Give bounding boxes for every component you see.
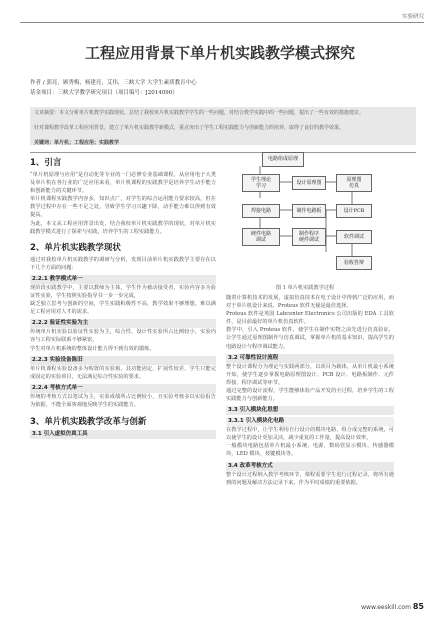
para-2-2-1-b: 缺乏独立思考与创新的空间，学生实践积极性不高，教学效果不够理想，难以满足工程应用对人才的需求。 <box>30 301 216 316</box>
flow-box-schematic: 设计原理图 <box>292 176 326 190</box>
left-column <box>30 156 216 439</box>
abstract-line-2: 针对课程教学改革工程应用背景，建立了单片机实践教学新模式，重点突出了学生工程实践能力与创新能力的培养，取得了良好的教学效果。 <box>34 125 345 131</box>
flowchart-figure <box>226 152 384 272</box>
abstract-line-1: 文章摘要：本文分析单片机教学实践现状，总结了我校单片机实践教学学生的一些问题，对结合教学实践中的一些问题，提出了一些有效的措施建议。 <box>34 110 365 116</box>
flow-box-theory: 学生理论 学习 <box>242 174 280 192</box>
heading-2-2-2: 2.2.2 验证性实验为主 <box>30 319 216 328</box>
flow-box-acceptance: 验收答辩 <box>336 256 372 270</box>
page-number: 85 <box>412 602 424 611</box>
keywords-line: 关键词：单片机；工程应用；实践教学 <box>34 140 120 146</box>
para-3-3-1-a: 在教学过程中，让学生利用自行设计的模块电路，组合成完整的系统，可以使学生的设计更加灵活，减少重复的工作量，提高设计效率。 <box>226 427 394 442</box>
section-label: 实验研究 <box>401 14 424 20</box>
sim-para-1: 随着计算机技术的发展，虚拟仿真技术在电子设计中得到广泛的应用，而对于单片机设计来说，Proteus 软件无疑是最佳选择。 <box>226 295 394 310</box>
heading-2-2-3: 2.2.3 实验设备陈旧 <box>30 356 216 365</box>
status-intro: 通过对我校单片机实践教学的调研与分析，发现目前单片机实践教学主要存在以下几个方面的问题： <box>30 256 216 271</box>
flow-box-pcb-make: 制作电路板 <box>292 204 326 218</box>
heading-3-3-1: 3.3.1 引入模块化电路 <box>226 417 394 426</box>
intro-para-2: 单片机课程实践教学内容多，知识点广，对学生的综合运用能力要求较高，但在教学过程中存在一些不足之处，导致学生学习兴趣下降，动手能力难以得到有效提高。 <box>30 196 216 219</box>
page-footer <box>361 602 424 611</box>
para-2-2-4: 传统的考核方式以笔试为主，实验成绩所占比例较小，且实验考核多以实验报告为依据，不能全面客观地反映学生的实践能力。 <box>30 393 216 408</box>
flow-box-sw-debug: 软件调试 <box>336 230 372 244</box>
para-2-2-1-a: 现阶段实践教学中，主要以教师为主体，学生作为被动接受者，实验内容多为验证性实验，学生按照实验指导书一步一步完成， <box>30 284 216 300</box>
heading-status: 2、单片机实践教学现状 <box>30 242 121 253</box>
para-2-2-3: 单片机课程实验设备多为购置的实验箱，其功能固定，扩展性较差，学生只能完成固定的实验项目，无法满足综合性实验的要求。 <box>30 365 216 380</box>
para-3-2-b: 通过完整的设计流程，学生能够体验产品开发的全过程，培养学生的工程实践能力与创新能力。 <box>226 387 394 403</box>
para-2-2-2-b: 学生对单片机系统的整体设计能力得不到有效的锻炼。 <box>30 345 155 352</box>
figure-caption: 图 1 单片机实践教学过程 <box>275 285 335 291</box>
sim-para-2: Proteus 软件是英国 Labcenter Electronics 公司出版的 EDA 工具软件，是目前最好的单片机仿真软件。 <box>226 311 394 326</box>
right-column <box>226 294 394 487</box>
flow-box-program: 制作程序 硬件调试 <box>292 228 326 246</box>
heading-3-2: 3.2 可靠性设计流程 <box>226 354 394 363</box>
sim-para-3: 教学中，引入 Proteus 软件，使学生在制作实物之前先进行仿真验证，让学生通过原理图制作与仿真调试，掌握单片机的基本知识，提高学生的电路设计与程序调试能力。 <box>226 327 394 350</box>
para-3-2-a: 整个设计课程分为理论与实践两部分，以项目为载体，从单片机最小系统开始，使学生逐步掌握电路原理图设计、PCB 设计、电路板制作、元件焊接、程序调试等环节。 <box>226 363 394 386</box>
flow-box-principle: 电路组成原理 <box>262 152 304 167</box>
fund-line: 基金项目：三峡大学教学研究项目（项目编号：J2014090） <box>30 90 178 96</box>
para-3-4: 整个设计过程纳入教学考核环节，课程需要学生进行过程记录，将所有遇到的问题及解决方法记录下来，作为平时成绩的重要依据。 <box>226 471 394 486</box>
intro-para-3: 为此，本文从工程应用背景出发，结合我校单片机实践教学的现状，对单片机实践教学模式进行了探索与实践，培养学生的工程实践能力。 <box>30 220 216 235</box>
flow-box-pcb-design: 设计PCB <box>336 204 372 218</box>
heading-3-3: 3.3 引入模块化思想 <box>226 406 394 415</box>
header-rule <box>20 22 424 23</box>
heading-2-2-4: 2.2.4 考核方式单一 <box>30 384 216 393</box>
heading-reform: 3、单片机实践教学改革与创新 <box>30 416 147 427</box>
heading-3-1: 3.1 引入虚拟仿真工具 <box>30 430 216 439</box>
flow-box-soldering: 焊接电路 <box>242 204 280 218</box>
flow-box-hw-debug: 硬件电路 调试 <box>242 228 280 246</box>
para-2-2-2-a: 传统单片机实验以验证性实验为主，综合性、设计性实验所占比例较小，实验内容与工程实际联系不够紧密， <box>30 329 216 344</box>
authors-line: 作者 / 郭亮，顾秀梅，杨建亮，艾伟，三峡大学 大学生素质教育中心 <box>30 80 197 86</box>
article-title: 工程应用背景下单片机实践教学模式探究 <box>84 44 355 62</box>
flow-box-simulation: 原理图 仿真 <box>336 174 372 192</box>
footer-site: www.eeskill.com <box>361 604 411 611</box>
heading-2-2-1: 2.2.1 教学模式单一 <box>30 275 216 284</box>
heading-3-4: 3.4 改革考核方式 <box>226 462 394 471</box>
heading-intro: 1、引言 <box>30 158 62 168</box>
para-3-3-1-b: 一般模块电路包括单片机最小系统、电源、数码管显示模块、传感器模块、LED 模块、按键模块等。 <box>226 443 394 458</box>
intro-para-1: “单片机原理与应用”是自动化等专业的一门必修专业基础课程，从应用电子大类及单片机在各行业的广泛应用来看，单片机课程的实践教学是培养学生动手能力和创新能力的关键环节。 <box>30 172 216 195</box>
